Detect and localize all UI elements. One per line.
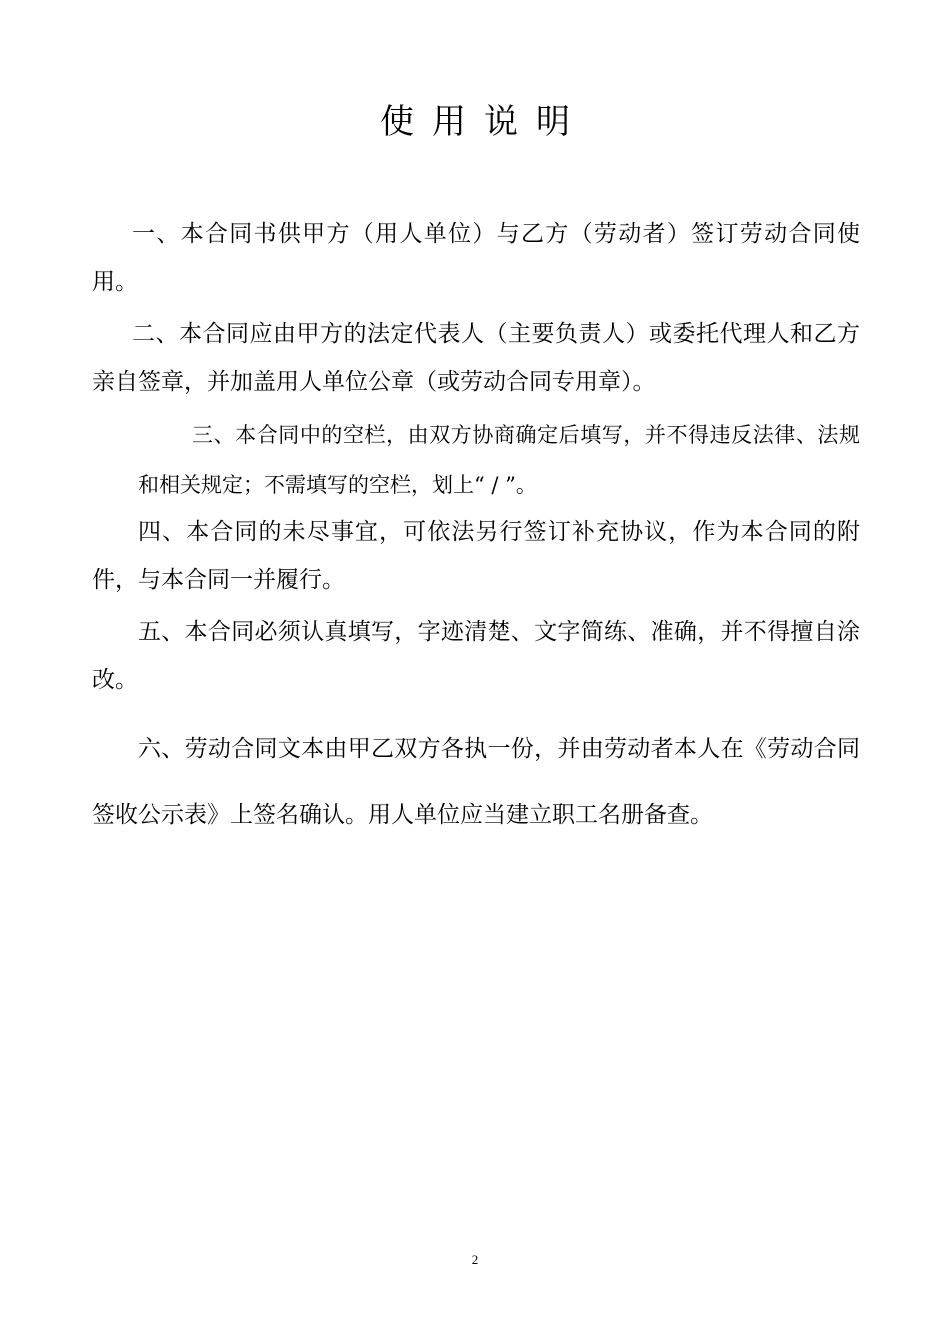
instruction-paragraph-4: 四、本合同的未尽事宜，可依法另行签订补充协议，作为本合同的附件，与本合同一并履行。 bbox=[92, 519, 860, 593]
instruction-paragraph-1: 一、本合同书供甲方（用人单位）与乙方（劳动者）签订劳动合同使用。 bbox=[92, 221, 860, 295]
page-title: 使用说明 bbox=[380, 102, 588, 142]
instruction-paragraph-5: 五、本合同必须认真填写，字迹清楚、文字简练、准确，并不得擅自涂改。 bbox=[92, 619, 860, 693]
instruction-paragraph-3: 三、本合同中的空栏，由双方协商确定后填写，并不得违反法律、法规和相关规定；不需填写的空栏，划上“ / ”。 bbox=[138, 423, 860, 497]
instruction-paragraph-6: 六、劳动合同文本由甲乙双方各执一份，并由劳动者本人在《劳动合同签收公示表》上签名确认。用人单位应当建立职工名册备查。 bbox=[92, 736, 860, 828]
instruction-paragraph-2: 二、本合同应由甲方的法定代表人（主要负责人）或委托代理人和乙方亲自签章，并加盖用人单位公章（或劳动合同专用章）。 bbox=[92, 321, 860, 395]
page-number: 2 bbox=[471, 1252, 479, 1267]
